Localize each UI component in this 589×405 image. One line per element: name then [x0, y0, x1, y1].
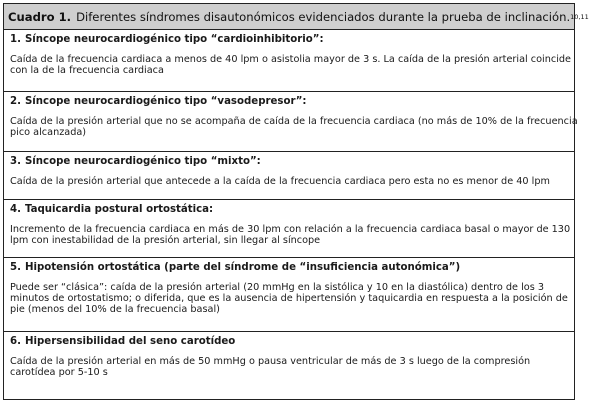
row-heading: [4, 152, 574, 171]
description-line: Puede ser “clásica”: caída de la presión arterial (20 mmHg en la sistólica y 10 en la diastólica) dentro de los 3: [10, 282, 544, 293]
row-number: 2.: [10, 96, 21, 107]
description-line: con la de la frecuencia cardiaca: [10, 65, 164, 76]
row-title: Hipersensibilidad del seno carotídeo: [24, 336, 236, 347]
row-description: [4, 171, 574, 191]
description-line: minutos de ortostatismo; o diferida, que es la ausencia de hipertensión y taquicardia en respuesta a la posición de: [10, 293, 568, 304]
caption-label: Cuadro 1.: [8, 9, 72, 24]
table-row: [4, 152, 574, 200]
row-heading: [4, 200, 574, 219]
row-number: 4.: [10, 204, 21, 215]
table-row: [4, 258, 574, 332]
row-title: Síncope neurocardiogénico tipo “cardioinhibitorio”:: [24, 34, 324, 45]
row-heading: [4, 30, 574, 49]
row-number: 3.: [10, 156, 21, 167]
description-line: Caída de la presión arterial que no se acompaña de caída de la frecuencia cardiaca (no más de 10% de la frecuencia: [10, 116, 578, 127]
row-number: 1.: [10, 34, 21, 45]
row-description: [4, 111, 578, 142]
description-line: lpm con inestabilidad de la presión arterial, sin llegar al síncope: [10, 235, 321, 246]
description-line: Incremento de la frecuencia cardiaca en más de 30 lpm con relación a la frecuencia cardiaca basal o mayor de 130: [10, 224, 571, 235]
description-line: Caída de la frecuencia cardiaca a menos de 40 lpm o asistolia mayor de 3 s. La caída de la presión arterial coincide: [10, 54, 571, 65]
row-description: [4, 277, 574, 319]
description-line: pie (menos del 10% de la frecuencia basal): [10, 304, 220, 315]
table-row: [4, 332, 574, 392]
row-description: [4, 351, 574, 382]
table-row: [4, 200, 574, 258]
row-heading: [4, 332, 574, 351]
row-heading: [4, 258, 574, 277]
row-title: Taquicardia postural ortostática:: [24, 204, 214, 215]
description-line: Caída de la presión arterial en más de 50 mmHg o pausa ventricular de más de 3 s luego de la compresión: [10, 356, 531, 367]
row-number: 5.: [10, 262, 21, 273]
description-line: Caída de la presión arterial que antecede a la caída de la frecuencia cardiaca pero esta no es menor de 40 lpm: [10, 176, 550, 187]
row-title: Síncope neurocardiogénico tipo “mixto”:: [24, 156, 261, 167]
table-row: [4, 92, 578, 152]
syndromes-table: [3, 3, 589, 400]
table-row: [4, 30, 574, 92]
caption-title: Diferentes síndromes disautonómicos evidenciados durante la prueba de inclinación.: [76, 9, 571, 24]
row-number: 6.: [10, 336, 21, 347]
row-title: Hipotensión ortostática (parte del síndrome de “insuficiencia autonómica”): [24, 262, 461, 273]
row-heading: [4, 92, 574, 111]
row-description: [4, 49, 574, 80]
description-line: pico alcanzada): [10, 127, 87, 138]
row-description: [4, 219, 574, 250]
table-caption: Cuadro 1. Diferentes síndromes disautonómicos evidenciados durante la prueba de inclinación. 10,11: [4, 4, 574, 30]
description-line: carotídea por 5-10 s: [10, 367, 108, 378]
row-title: Síncope neurocardiogénico tipo “vasodepresor”:: [24, 96, 307, 107]
